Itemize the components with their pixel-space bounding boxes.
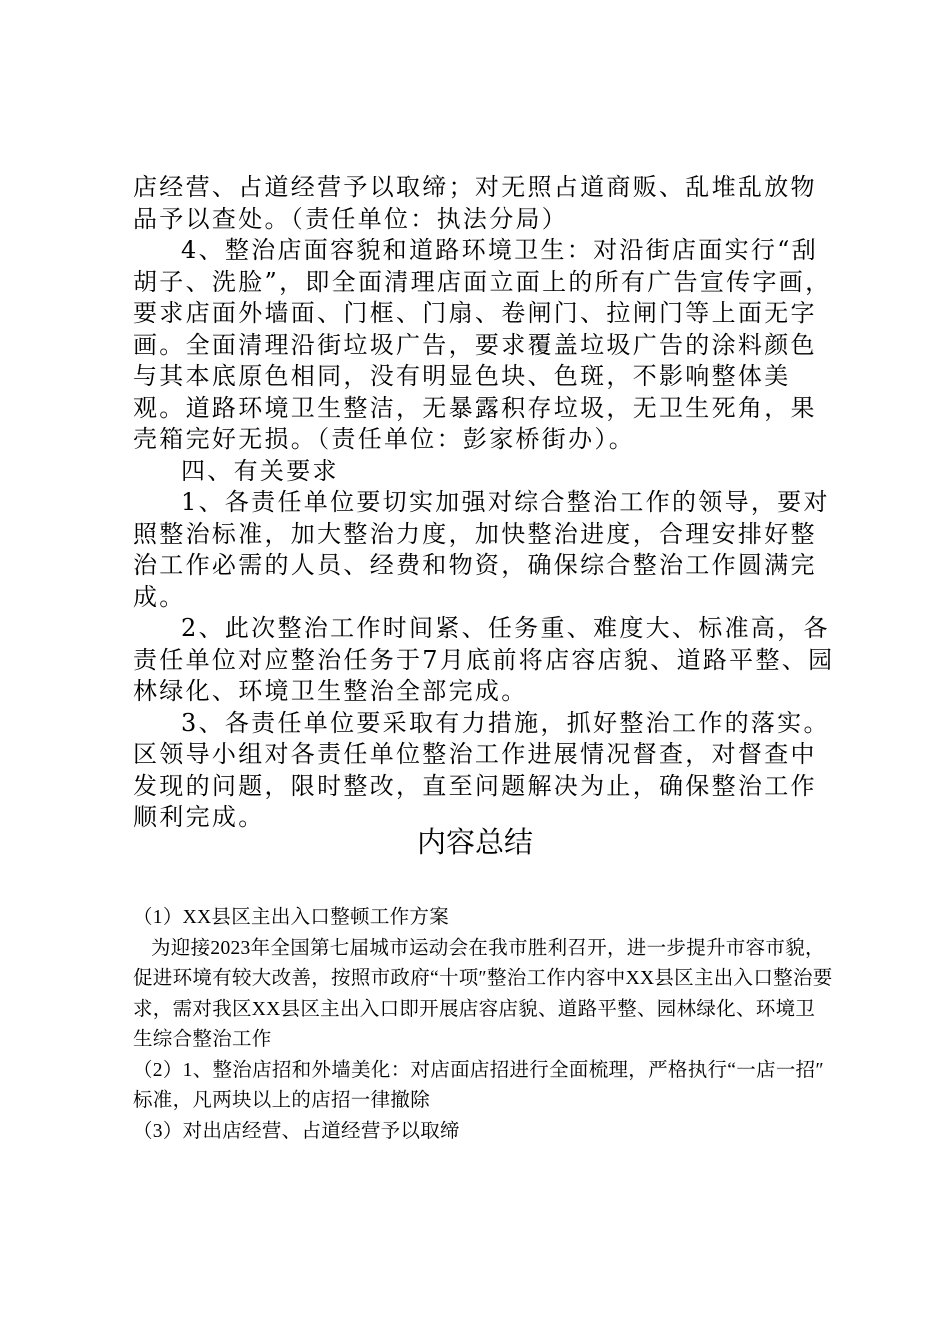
document-body: [133, 172, 838, 834]
summary-item: 为迎接2023年全国第七届城市运动会在我市胜利召开，进一步提升市容市貌，促进环境有较大改善，按照市政府“十项″整治工作内容中XX县区主出入口整治要求，需对我区XX县区主出入口即开展店容店貌、道路平整、园林绿化、环境卫生综合整治工作: [133, 937, 833, 1050]
summary-item: （1）XX县区主出入口整顿工作方案: [133, 907, 450, 928]
body-paragraph: 4、整治店面容貌和道路环境卫生：对沿街店面实行“刮胡子、洗脸”，即全面清理店面立面上的所有广告宣传字画，要求店面外墙面、门框、门扇、卷闸门、拉闸门等上面无字画。全面清理沿街垃圾广告，要求覆盖垃圾广告的涂料颜色与其本底原色相同，没有明显色块、色斑，不影响整体美观。道路环境卫生整洁，无暴露积存垃圾，无卫生死角，果壳箱完好无损。（责任单位：彭家桥街办）。: [133, 236, 832, 453]
summary-item: （3）对出店经营、占道经营予以取缔: [133, 1120, 460, 1142]
body-paragraph: 店经营、占道经营予以取缔；对无照占道商贩、乱堆乱放物品予以查处。（责任单位：执法分局）: [133, 173, 817, 233]
body-paragraph: 1、各责任单位要切实加强对综合整治工作的领导，要对照整治标准，加大整治力度，加快整治进度，合理安排好整治工作必需的人员、经费和物资，确保综合整治工作圆满完成。: [133, 488, 830, 611]
summary-section: [133, 903, 833, 1147]
summary-title: 内容总结: [416, 825, 533, 859]
body-paragraph: 2、此次整治工作时间紧、任务重、难度大、标准高，各责任单位对应整治任务于7月底前将店容店貌、道路平整、园林绿化、环境卫生整治全部完成。: [133, 614, 835, 705]
section-heading: 四、有关要求: [181, 456, 339, 485]
body-paragraph: 3、各责任单位要采取有力措施，抓好整治工作的落实。区领导小组对各责任单位整治工作进展情况督查，对督查中发现的问题，限时整改，直至问题解决为止，确保整治工作顺利完成。: [133, 708, 830, 831]
summary-item: （2）1、整治店招和外墙美化：对店面店招进行全面梳理，严格执行“一店一招″标准，凡两块以上的店招一律撤除: [133, 1059, 824, 1111]
